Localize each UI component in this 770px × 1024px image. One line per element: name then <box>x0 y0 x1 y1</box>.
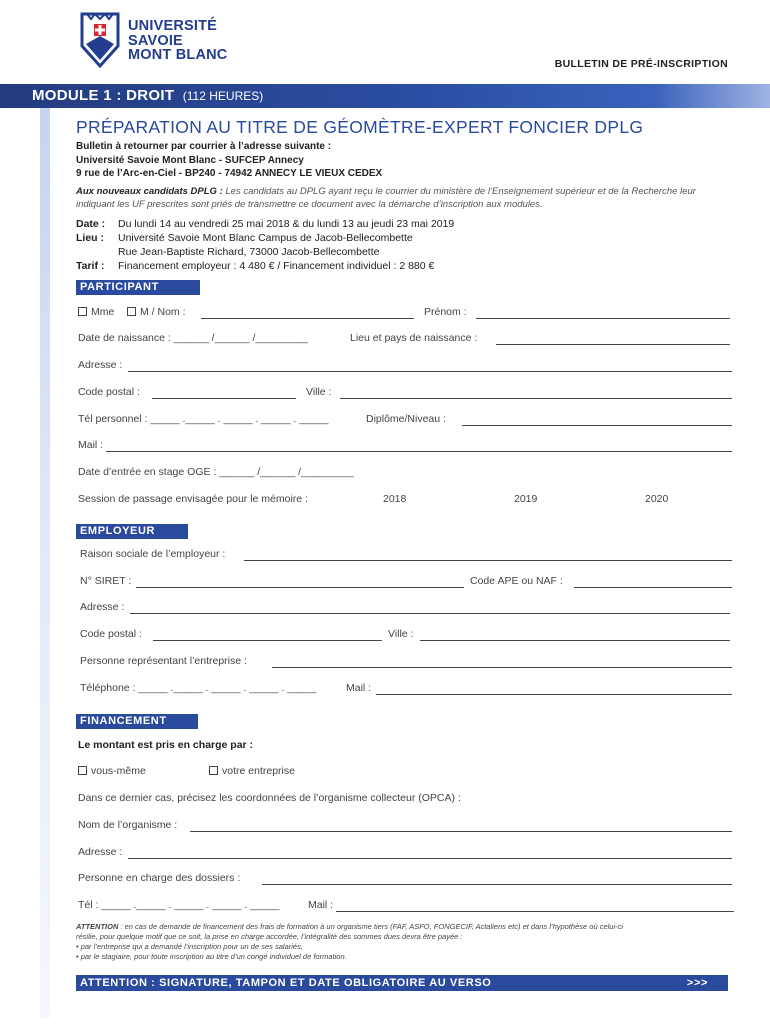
ape-label: Code APE ou NAF : <box>470 575 563 587</box>
attention-line-3: • par l’entreprise qui a demandé l’inscription pour un de ses salariés, <box>76 942 303 951</box>
employer-mail-label: Mail : <box>346 682 372 694</box>
return-address <box>76 140 382 181</box>
attention-line-4: • par le stagiaire, pour toute inscription au titre d’un congé individuel de formation. <box>76 952 347 961</box>
raison-row <box>78 548 736 564</box>
org-address-label: Adresse : <box>78 846 123 858</box>
checkbox-icon[interactable] <box>78 766 87 775</box>
participant-phone-row <box>78 413 736 429</box>
self-label: vous-même <box>91 765 146 777</box>
note-text: Les candidats au DPLG ayant reçu le courrier du ministère de l’Enseignement supérieur et de la Recherche leur indiquant les UF prescrites sont priés de transmettre ce document avec la démarche d’inscription aux modules. <box>76 186 696 210</box>
org-name-row <box>78 819 736 835</box>
participant-name-row <box>78 306 736 322</box>
ape-field[interactable] <box>574 587 732 588</box>
org-address-field[interactable] <box>128 858 732 859</box>
employeur-section-tag: EMPLOYEUR <box>76 524 188 539</box>
checkbox-icon[interactable] <box>78 307 87 316</box>
tarif-value: Financement employeur : 4 480 € / Financement individuel : 2 880 € <box>118 260 435 272</box>
payer-self-option[interactable] <box>78 765 146 777</box>
logo-line-1: UNIVERSITÉ <box>128 18 218 34</box>
employer-postal-field[interactable] <box>153 640 382 641</box>
address-line-2: Université Savoie Mont Blanc - SUFCEP Annecy <box>76 154 304 166</box>
diploma-label: Diplôme/Niveau : <box>366 413 446 425</box>
birthplace-field[interactable] <box>496 344 730 345</box>
session-2020-option[interactable]: 2020 <box>645 493 669 505</box>
tarif-label: Tarif : <box>76 260 105 272</box>
birthdate-field[interactable]: Date de naissance : ______ /______ /_________ <box>78 332 309 344</box>
shield-icon <box>78 10 122 70</box>
org-phone-field[interactable]: Tél : _____ ._____ . _____ . _____ . _____ <box>78 899 280 911</box>
postal-code-field[interactable] <box>152 398 296 399</box>
siret-row <box>78 575 736 591</box>
participant-mail-row <box>78 439 736 455</box>
opca-row <box>78 792 736 808</box>
attention-line-2: résilie, pour quelque motif que ce soit, la prise en charge accordée, l’intégralité des sommes dues devra être payée : <box>76 932 463 941</box>
session-2019-option[interactable]: 2019 <box>514 493 538 505</box>
nom-field[interactable] <box>127 306 186 318</box>
representant-row <box>78 655 736 671</box>
prenom-label: Prénom : <box>424 306 467 318</box>
participant-section-tag: PARTICIPANT <box>76 280 200 295</box>
opca-label: Dans ce dernier cas, précisez les coordonnées de l’organisme collecteur (OPCA) : <box>78 792 461 804</box>
module-banner <box>0 84 770 108</box>
mme-label: Mme <box>91 306 115 318</box>
lieu-label: Lieu : <box>76 232 104 244</box>
siret-field[interactable] <box>136 587 464 588</box>
org-name-label: Nom de l’organisme : <box>78 819 178 831</box>
date-value: Du lundi 14 au vendredi 25 mai 2018 & du lundi 13 au jeudi 23 mai 2019 <box>118 218 455 230</box>
org-address-row <box>78 846 736 862</box>
signature-warning-banner <box>76 975 728 991</box>
siret-label: N° SIRET : <box>80 575 132 587</box>
side-stripe <box>40 108 50 1018</box>
logo-line-3: MONT BLANC <box>128 47 228 63</box>
oge-date-field[interactable]: Date d’entrée en stage OGE : ______ /______ /_________ <box>78 466 354 478</box>
payer-row <box>78 765 736 781</box>
employer-phone-row <box>78 682 736 698</box>
employer-mail-field[interactable] <box>376 694 732 695</box>
participant-address-row <box>78 359 736 375</box>
document-title: PRÉPARATION AU TITRE DE GÉOMÈTRE-EXPERT FONCIER DPLG <box>76 117 644 137</box>
postal-code-label: Code postal : <box>78 386 140 398</box>
phone-field[interactable]: Tél personnel : _____ ._____ . _____ . _____ . _____ <box>78 413 329 425</box>
module-title: MODULE 1 : DROIT <box>32 87 175 104</box>
checkbox-icon[interactable] <box>209 766 218 775</box>
module-hours: (112 HEURES) <box>182 89 264 103</box>
lieu-value-2: Rue Jean-Baptiste Richard, 73000 Jacob-Bellecombette <box>118 246 380 258</box>
dplg-note <box>76 185 726 211</box>
city-field[interactable] <box>340 398 732 399</box>
montant-row <box>78 739 736 755</box>
mail-label: Mail : <box>78 439 104 451</box>
course-details <box>76 217 454 273</box>
org-phone-row <box>78 899 736 915</box>
diploma-field[interactable] <box>462 425 732 426</box>
university-logo <box>78 10 258 72</box>
employer-city-label: Ville : <box>388 628 414 640</box>
payer-company-option[interactable] <box>209 765 295 777</box>
birthplace-label: Lieu et pays de naissance : <box>350 332 478 344</box>
oge-row <box>78 466 736 482</box>
raison-label: Raison sociale de l’employeur : <box>80 548 226 560</box>
title-mme-option[interactable] <box>78 306 114 318</box>
note-lead: Aux nouveaux candidats DPLG : <box>76 186 223 197</box>
session-2018-option[interactable]: 2018 <box>383 493 407 505</box>
prenom-field[interactable] <box>476 318 730 319</box>
session-row <box>78 493 736 509</box>
financement-section-tag: FINANCEMENT <box>76 714 198 729</box>
org-mail-field[interactable] <box>336 911 734 912</box>
raison-field[interactable] <box>244 560 732 561</box>
employer-city-field[interactable] <box>420 640 730 641</box>
logo-wordmark <box>128 19 227 63</box>
representant-field[interactable] <box>272 667 732 668</box>
employer-city-row <box>78 628 736 644</box>
employer-address-row <box>78 601 736 617</box>
address-field[interactable] <box>128 371 732 372</box>
montant-label: Le montant est pris en charge par : <box>78 739 254 751</box>
org-mail-label: Mail : <box>308 899 334 911</box>
representant-label: Personne représentant l’entreprise : <box>80 655 247 667</box>
employer-address-label: Adresse : <box>80 601 125 613</box>
signature-warning-text: ATTENTION : SIGNATURE, TAMPON ET DATE OBLIGATOIRE AU VERSO <box>80 977 492 989</box>
dossiers-row <box>78 872 736 888</box>
city-label: Ville : <box>306 386 332 398</box>
address-label: Adresse : <box>78 359 123 371</box>
employer-postal-label: Code postal : <box>80 628 142 640</box>
logo-line-2: SAVOIE <box>128 32 183 49</box>
mail-field[interactable] <box>106 451 732 452</box>
employer-address-field[interactable] <box>130 613 730 614</box>
date-label: Date : <box>76 218 106 230</box>
birth-row <box>78 332 736 348</box>
session-label: Session de passage envisagée pour le mémoire : <box>78 493 308 505</box>
next-page-arrows: >>> <box>686 977 708 989</box>
employer-phone-field[interactable]: Téléphone : _____ ._____ . _____ . _____ . _____ <box>80 682 317 694</box>
attention-line-1: : en cas de demande de financement des frais de formation à un organisme tiers (FAF, ASFO, FONGECIF, Actaliens etc) et dans l’hypothèse où celui-ci <box>118 922 624 931</box>
address-line-1: Bulletin à retourner par courrier à l’adresse suivante : <box>76 141 332 152</box>
checkbox-icon[interactable] <box>127 307 136 316</box>
m-nom-label: M / Nom : <box>140 306 186 318</box>
lieu-value-1: Université Savoie Mont Blanc Campus de Jacob-Bellecombette <box>118 232 413 244</box>
company-label: votre entreprise <box>222 765 295 777</box>
dossiers-label: Personne en charge des dossiers : <box>78 872 241 884</box>
bulletin-title: BULLETIN DE PRÉ-INSCRIPTION <box>554 58 728 70</box>
dossiers-field[interactable] <box>262 884 732 885</box>
participant-city-row <box>78 386 736 402</box>
attention-lead: ATTENTION <box>76 922 119 931</box>
address-line-3: 9 rue de l’Arc-en-Ciel - BP240 - 74942 ANNECY LE VIEUX CEDEX <box>76 168 383 179</box>
financing-attention-note <box>76 922 736 962</box>
org-name-field[interactable] <box>190 831 732 832</box>
